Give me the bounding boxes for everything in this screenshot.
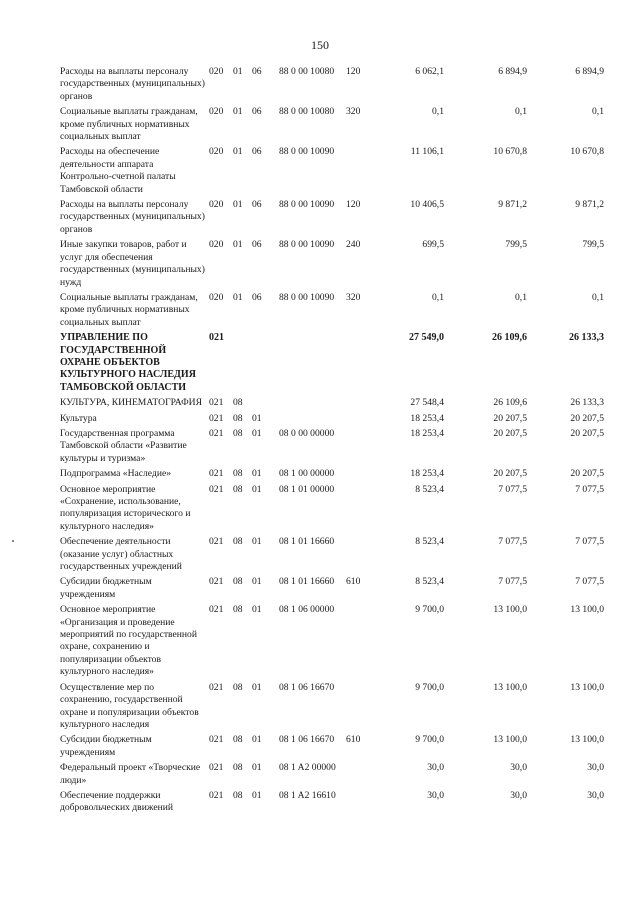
cell-name: КУЛЬТУРА, КИНЕМАТОГРАФИЯ	[60, 397, 202, 409]
cell-rz: 01	[233, 199, 243, 211]
cell-pr: 01	[252, 427, 262, 439]
cell-gr: 021	[209, 604, 224, 616]
cell-amount-2020: 20 207,5	[493, 412, 527, 424]
cell-amount-2021: 20 207,5	[570, 427, 604, 439]
cell-amount-2020: 7 077,5	[498, 536, 527, 548]
cell-rz: 01	[233, 291, 243, 303]
cell-pr: 06	[252, 239, 262, 251]
cell-name: Субсидии бюджетным учреждениям	[60, 734, 152, 758]
cell-pr: 06	[252, 146, 262, 158]
cell-rz: 08	[233, 468, 243, 480]
cell-rz: 08	[233, 762, 243, 774]
table-row	[60, 734, 604, 759]
table-row	[60, 199, 604, 236]
cell-name: Расходы на выплаты персоналу государственных (муниципальных) органов	[60, 199, 205, 235]
cell-gr: 021	[209, 536, 224, 548]
cell-amount-2019: 8 523,4	[415, 576, 444, 588]
cell-rz: 08	[233, 604, 243, 616]
cell-name: Социальные выплаты гражданам, кроме публичных нормативных социальных выплат	[60, 291, 198, 328]
cell-pr: 01	[252, 734, 262, 746]
cell-gr: 021	[209, 427, 224, 439]
cell-amount-2021: 10 670,8	[570, 146, 604, 158]
table-row	[60, 239, 604, 289]
cell-amount-2020: 7 077,5	[498, 576, 527, 588]
cell-gr: 021	[209, 734, 224, 746]
cell-rz: 08	[233, 681, 243, 693]
table-row	[60, 332, 604, 394]
cell-amount-2019: 27 548,4	[410, 397, 444, 409]
cell-gr: 021	[209, 483, 224, 495]
cell-rz: 08	[233, 789, 243, 801]
cell-cs: 08 1 06 16670	[279, 734, 335, 746]
cell-gr: 021	[209, 468, 224, 480]
cell-amount-2021: 13 100,0	[570, 734, 604, 746]
cell-rz: 08	[233, 483, 243, 495]
cell-amount-2021: 20 207,5	[570, 412, 604, 424]
table-row	[60, 397, 604, 409]
table-row	[60, 762, 604, 787]
cell-gr: 021	[209, 681, 224, 693]
cell-amount-2021: 799,5	[582, 239, 604, 251]
table-row	[60, 468, 604, 480]
cell-amount-2021: 30,0	[587, 789, 604, 801]
cell-rz: 08	[233, 397, 243, 409]
cell-amount-2020: 13 100,0	[493, 681, 527, 693]
cell-amount-2020: 30,0	[510, 762, 527, 774]
cell-pr: 06	[252, 106, 262, 118]
cell-name: Обеспечение поддержки добровольческих движений	[60, 789, 173, 814]
cell-amount-2020: 7 077,5	[498, 483, 527, 495]
cell-name: Обеспечение деятельности (оказание услуг) областных государственных учреждений	[60, 536, 182, 573]
table-row	[60, 576, 604, 601]
cell-pr: 06	[252, 199, 262, 211]
cell-amount-2019: 18 253,4	[410, 427, 444, 439]
cell-amount-2019: 8 523,4	[415, 536, 444, 548]
cell-name: Подпрограмма «Наследие»	[60, 468, 172, 480]
cell-amount-2020: 9 871,2	[498, 199, 527, 211]
cell-cs: 08 1 00 00000	[279, 468, 335, 480]
cell-amount-2021: 7 077,5	[575, 483, 604, 495]
cell-name: Культура	[60, 412, 97, 424]
cell-cs: 88 0 00 10090	[279, 199, 335, 211]
cell-amount-2019: 10 406,5	[410, 199, 444, 211]
cell-amount-2019: 9 700,0	[415, 681, 444, 693]
cell-amount-2021: 20 207,5	[570, 468, 604, 480]
cell-cs: 88 0 00 10080	[279, 66, 335, 77]
cell-gr: 020	[209, 239, 224, 251]
table-row	[60, 604, 604, 678]
cell-amount-2020: 0,1	[515, 291, 527, 303]
cell-amount-2020: 26 109,6	[492, 332, 527, 344]
cell-amount-2021: 9 871,2	[575, 199, 604, 211]
cell-name: Основное мероприятие «Организация и проведение мероприятий по государственной охране, сохранению и популяризации объектов культурного наследия»	[60, 604, 197, 678]
page-number: 150	[311, 38, 329, 52]
cell-cs: 88 0 00 10090	[279, 146, 335, 158]
cell-pr: 01	[252, 762, 262, 774]
cell-gr: 021	[209, 397, 224, 409]
cell-cs: 08 1 06 00000	[279, 604, 335, 616]
cell-pr: 06	[252, 291, 262, 303]
cell-pr: 01	[252, 681, 262, 693]
cell-gr: 020	[209, 66, 224, 77]
cell-amount-2020: 30,0	[510, 789, 527, 801]
cell-amount-2020: 799,5	[505, 239, 527, 251]
cell-amount-2019: 18 253,4	[410, 468, 444, 480]
cell-amount-2019: 30,0	[427, 762, 444, 774]
cell-amount-2020: 13 100,0	[493, 604, 527, 616]
cell-pr: 06	[252, 66, 262, 77]
cell-amount-2019: 27 549,0	[409, 332, 444, 344]
cell-vr: 610	[346, 576, 361, 588]
cell-gr: 021	[209, 789, 224, 801]
cell-amount-2020: 26 109,6	[493, 397, 527, 409]
cell-vr: 240	[346, 239, 361, 251]
cell-rz: 08	[233, 536, 243, 548]
cell-cs: 08 1 01 16660	[279, 536, 335, 548]
cell-name: Иные закупки товаров, работ и услуг для обеспечения государственных (муниципальных) нужд	[60, 239, 205, 288]
cell-vr: 610	[346, 734, 361, 746]
cell-amount-2019: 699,5	[422, 239, 444, 251]
cell-gr: 020	[209, 146, 224, 158]
cell-gr: 021	[209, 412, 224, 424]
cell-pr: 01	[252, 483, 262, 495]
cell-cs: 88 0 00 10090	[279, 291, 335, 303]
budget-table	[60, 66, 604, 815]
cell-rz: 08	[233, 576, 243, 588]
cell-amount-2020: 0,1	[515, 106, 527, 118]
scan-margin-mark	[12, 540, 14, 542]
cell-gr: 021	[209, 762, 224, 774]
cell-amount-2021: 0,1	[592, 291, 604, 303]
cell-pr: 01	[252, 576, 262, 588]
table-row	[60, 682, 604, 732]
cell-gr: 021	[209, 332, 224, 344]
cell-amount-2019: 30,0	[427, 789, 444, 801]
cell-amount-2020: 20 207,5	[493, 468, 527, 480]
cell-cs: 88 0 00 10090	[279, 239, 335, 251]
cell-name: Основное мероприятие «Сохранение, использование, популяризация исторического и культурного наследия»	[60, 483, 191, 532]
cell-gr: 020	[209, 199, 224, 211]
cell-amount-2021: 7 077,5	[575, 536, 604, 548]
table-row	[60, 536, 604, 573]
cell-cs: 08 1 01 00000	[279, 483, 335, 495]
table-row	[60, 790, 604, 815]
cell-cs: 08 0 00 00000	[279, 427, 335, 439]
cell-name: Федеральный проект «Творческие люди»	[60, 762, 201, 786]
cell-pr: 01	[252, 789, 262, 801]
cell-amount-2021: 6 894,9	[575, 66, 604, 77]
cell-amount-2020: 13 100,0	[493, 734, 527, 746]
cell-vr: 120	[346, 199, 361, 211]
cell-amount-2019: 8 523,4	[415, 483, 444, 495]
cell-amount-2021: 26 133,3	[570, 397, 604, 409]
cell-name: Осуществление мер по сохранению, государственной охране и популяризации объектов культурного наследия	[60, 681, 199, 730]
cell-rz: 01	[233, 146, 243, 158]
cell-gr: 021	[209, 576, 224, 588]
cell-pr: 01	[252, 412, 262, 424]
cell-amount-2019: 6 062,1	[415, 66, 444, 77]
table-row	[60, 292, 604, 329]
cell-rz: 01	[233, 106, 243, 118]
cell-amount-2021: 0,1	[592, 106, 604, 118]
table-row	[60, 484, 604, 534]
cell-amount-2020: 6 894,9	[498, 66, 527, 77]
cell-rz: 01	[233, 239, 243, 251]
cell-vr: 320	[346, 291, 361, 303]
cell-name: Расходы на выплаты персоналу государственных (муниципальных) органов	[60, 66, 205, 102]
cell-cs: 08 1 06 16670	[279, 681, 335, 693]
cell-amount-2019: 18 253,4	[410, 412, 444, 424]
cell-amount-2021: 13 100,0	[570, 604, 604, 616]
cell-vr: 120	[346, 66, 361, 77]
cell-pr: 01	[252, 536, 262, 548]
cell-amount-2019: 11 106,1	[410, 146, 444, 158]
table-row	[60, 146, 604, 196]
table-row	[60, 66, 604, 103]
cell-cs: 08 1 A2 00000	[279, 762, 336, 774]
cell-cs: 08 1 01 16660	[279, 576, 335, 588]
cell-pr: 01	[252, 468, 262, 480]
cell-cs: 08 1 A2 16610	[279, 789, 336, 801]
table-row	[60, 106, 604, 143]
cell-amount-2020: 20 207,5	[493, 427, 527, 439]
cell-amount-2021: 30,0	[587, 762, 604, 774]
cell-pr: 01	[252, 604, 262, 616]
cell-name: Расходы на обеспечение деятельности аппарата Контрольно-счетной палаты Тамбовской области	[60, 146, 176, 195]
cell-vr: 320	[346, 106, 361, 118]
cell-name: УПРАВЛЕНИЕ ПО ГОСУДАРСТВЕННОЙ ОХРАНЕ ОБЪЕКТОВ КУЛЬТУРНОГО НАСЛЕДИЯ ТАМБОВСКОЙ ОБЛАСТИ	[60, 332, 196, 393]
cell-amount-2019: 9 700,0	[415, 734, 444, 746]
table-row	[60, 428, 604, 465]
cell-rz: 08	[233, 412, 243, 424]
table-row	[60, 413, 604, 425]
cell-amount-2020: 10 670,8	[493, 146, 527, 158]
cell-cs: 88 0 00 10080	[279, 106, 335, 118]
cell-amount-2021: 7 077,5	[575, 576, 604, 588]
cell-name: Государственная программа Тамбовской области «Развитие культуры и туризма»	[60, 427, 187, 464]
cell-rz: 01	[233, 66, 243, 77]
cell-amount-2021: 13 100,0	[570, 681, 604, 693]
cell-rz: 08	[233, 427, 243, 439]
cell-amount-2019: 9 700,0	[415, 604, 444, 616]
cell-amount-2021: 26 133,3	[569, 332, 604, 344]
cell-gr: 020	[209, 106, 224, 118]
cell-rz: 08	[233, 734, 243, 746]
cell-name: Социальные выплаты гражданам, кроме публичных нормативных социальных выплат	[60, 106, 198, 143]
cell-amount-2019: 0,1	[432, 291, 444, 303]
cell-gr: 020	[209, 291, 224, 303]
cell-amount-2019: 0,1	[432, 106, 444, 118]
cell-name: Субсидии бюджетным учреждениям	[60, 576, 152, 600]
